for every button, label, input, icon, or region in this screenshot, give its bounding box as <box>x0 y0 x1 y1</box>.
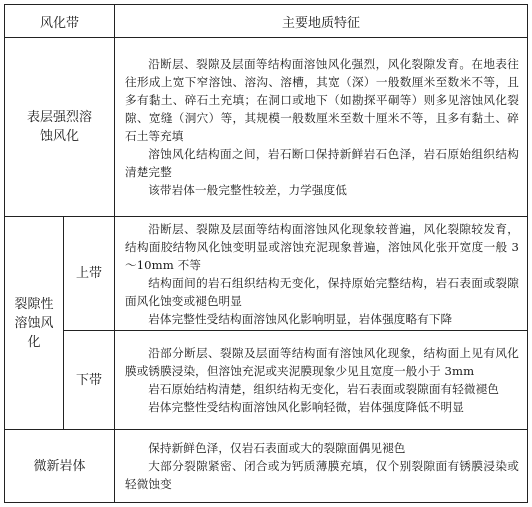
feature-paragraph: 溶蚀风化结构面之间，岩石断口保持新鲜岩石色泽，岩石原始组织结构清楚完整 <box>125 147 519 179</box>
feature-paragraph: 岩体完整性受结构面溶蚀风化影响明显，岩体强度略有下降 <box>148 311 453 326</box>
subzone-upper: 上带 <box>75 266 102 281</box>
features-fresh <box>115 430 527 502</box>
feature-paragraph: 该带岩体一般完整性较差，力学强度低 <box>148 183 347 197</box>
zone-label-surface: 表层强烈溶蚀风化 <box>26 110 92 144</box>
feature-paragraph: 沿断层、裂隙及层面等结构面溶蚀风化强烈，风化裂隙发育。在地表往往形成上宽下窄溶蚀、溶沟、溶槽，其宽（深）一般数厘米至数米不等，且多有黏土、碎石土充填；在洞口或地下（如勘探平硐等）则多见溶蚀风化裂隙、宽缝（洞穴）等，其规模一般数厘米至数十厘米不等，且多有黏土、碎石土等充填 <box>125 57 519 143</box>
feature-paragraph: 岩石原始结构清楚，组织结构无变化，岩石表面或裂隙面有轻微褪色 <box>148 382 500 396</box>
zone-label-fissure: 裂隙性溶蚀风化 <box>14 296 54 350</box>
zone-label-fresh: 微新岩体 <box>33 458 86 474</box>
features-lower <box>115 331 527 429</box>
weathering-zone-table <box>4 4 528 503</box>
feature-paragraph: 保持新鲜色泽，仅岩石表面或大的裂隙面偶见褪色 <box>148 441 406 455</box>
header-zone: 风化带 <box>39 15 79 31</box>
subzone-lower: 下带 <box>75 372 102 388</box>
features-surface <box>115 38 527 216</box>
feature-paragraph: 大部分裂隙紧密、闭合或为钙质薄膜充填，仅个别裂隙面有锈膜浸染或轻微蚀变 <box>125 459 519 491</box>
header-features: 主要地质特征 <box>281 15 360 31</box>
features-upper <box>115 217 527 330</box>
feature-paragraph: 结构面间的岩石组织结构无变化，保持原始完整结构，岩石表面或裂隙面风化蚀变或褪色明显 <box>125 275 519 308</box>
feature-paragraph: 沿断层、裂隙及层面等结构面溶蚀风化现象较普遍，风化裂隙较发育，结构面胶结物风化蚀变明显或溶蚀充泥现象普遍，溶蚀风化张开宽度一般 3～10mm 不等 <box>125 221 519 272</box>
feature-paragraph: 沿部分断层、裂隙及层面等结构面有溶蚀风化现象，结构面上见有风化膜或锈膜浸染，但溶蚀充泥或夹泥膜现象少见且宽度一般小于 3mm <box>125 346 519 378</box>
feature-paragraph: 岩体完整性受结构面溶蚀风化影响轻微，岩体强度降低不明显 <box>148 400 464 414</box>
